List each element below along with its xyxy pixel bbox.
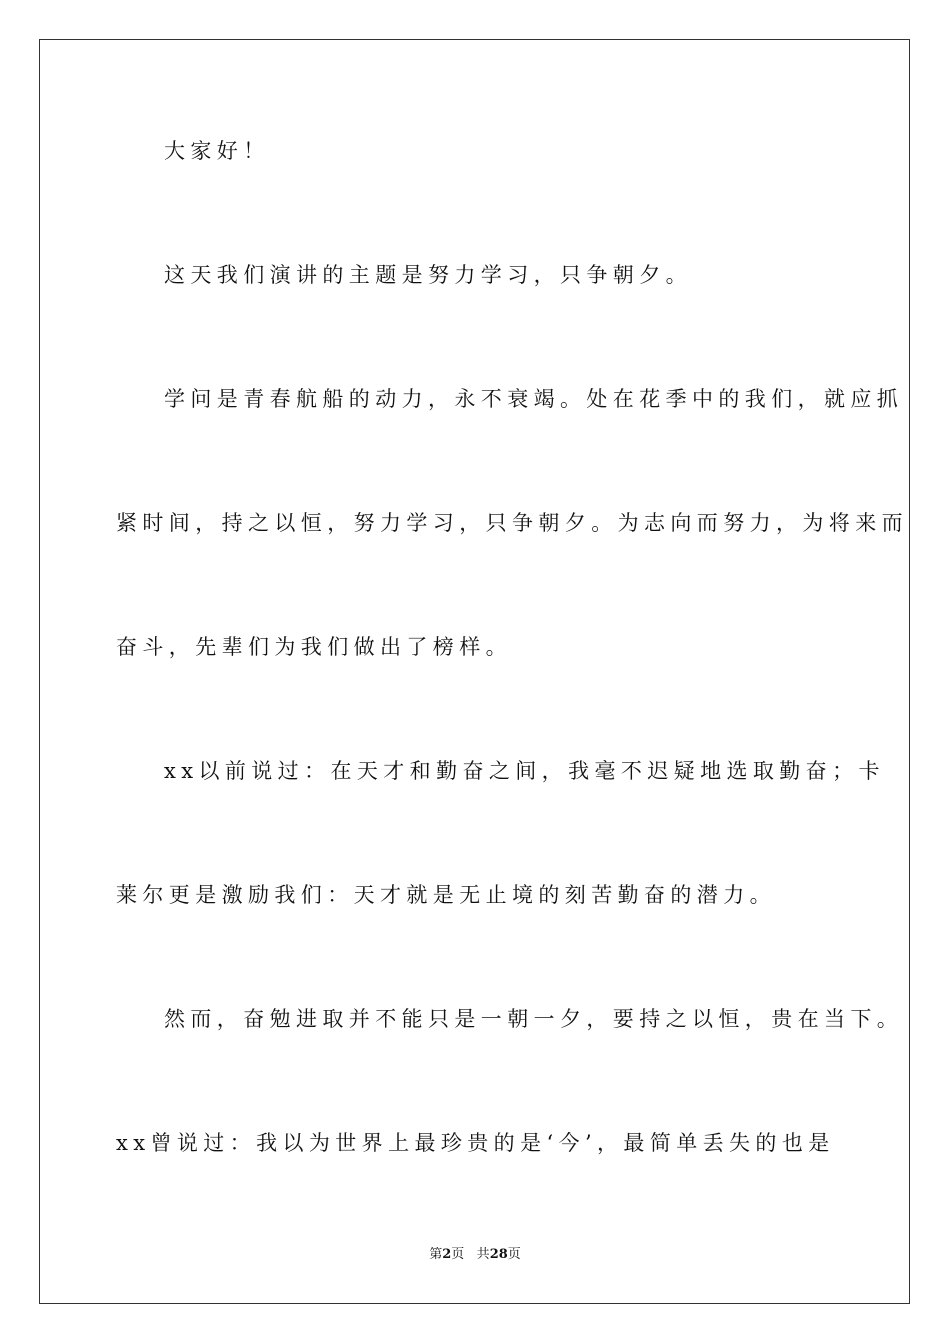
paragraph-line: 大家好！ xyxy=(164,139,270,163)
footer-prefix: 第 xyxy=(429,1247,443,1262)
footer-page-number: 2 xyxy=(442,1247,452,1262)
page-frame xyxy=(39,39,910,1304)
footer-total-suffix: 页 xyxy=(507,1247,521,1262)
paragraph-line: 奋斗，先辈们为我们做出了榜样。 xyxy=(116,635,512,659)
paragraph-line: 然而，奋勉进取并不能只是一朝一夕，要持之以恒，贵在当下。 xyxy=(164,1007,904,1031)
paragraph-line: xx以前说过：在天才和勤奋之间，我毫不迟疑地选取勤奋；卡 xyxy=(164,759,885,783)
footer-total-pages: 28 xyxy=(489,1247,508,1262)
footer-page-suffix: 页 xyxy=(451,1247,465,1262)
paragraph-line: 这天我们演讲的主题是努力学习，只争朝夕。 xyxy=(164,263,692,287)
footer-total-prefix: 共 xyxy=(476,1247,490,1262)
paragraph-line: 学问是青春航船的动力，永不衰竭。处在花季中的我们，就应抓 xyxy=(164,387,904,411)
paragraph-line: 紧时间，持之以恒，努力学习，只争朝夕。为志向而努力，为将来而 xyxy=(116,511,908,535)
paragraph-line: 莱尔更是激励我们：天才就是无止境的刻苦勤奋的潜力。 xyxy=(116,883,776,907)
paragraph-line: xx曾说过：我以为世界上最珍贵的是‘今’，最简单丢失的也是 xyxy=(116,1131,835,1155)
page-footer xyxy=(0,1246,950,1264)
